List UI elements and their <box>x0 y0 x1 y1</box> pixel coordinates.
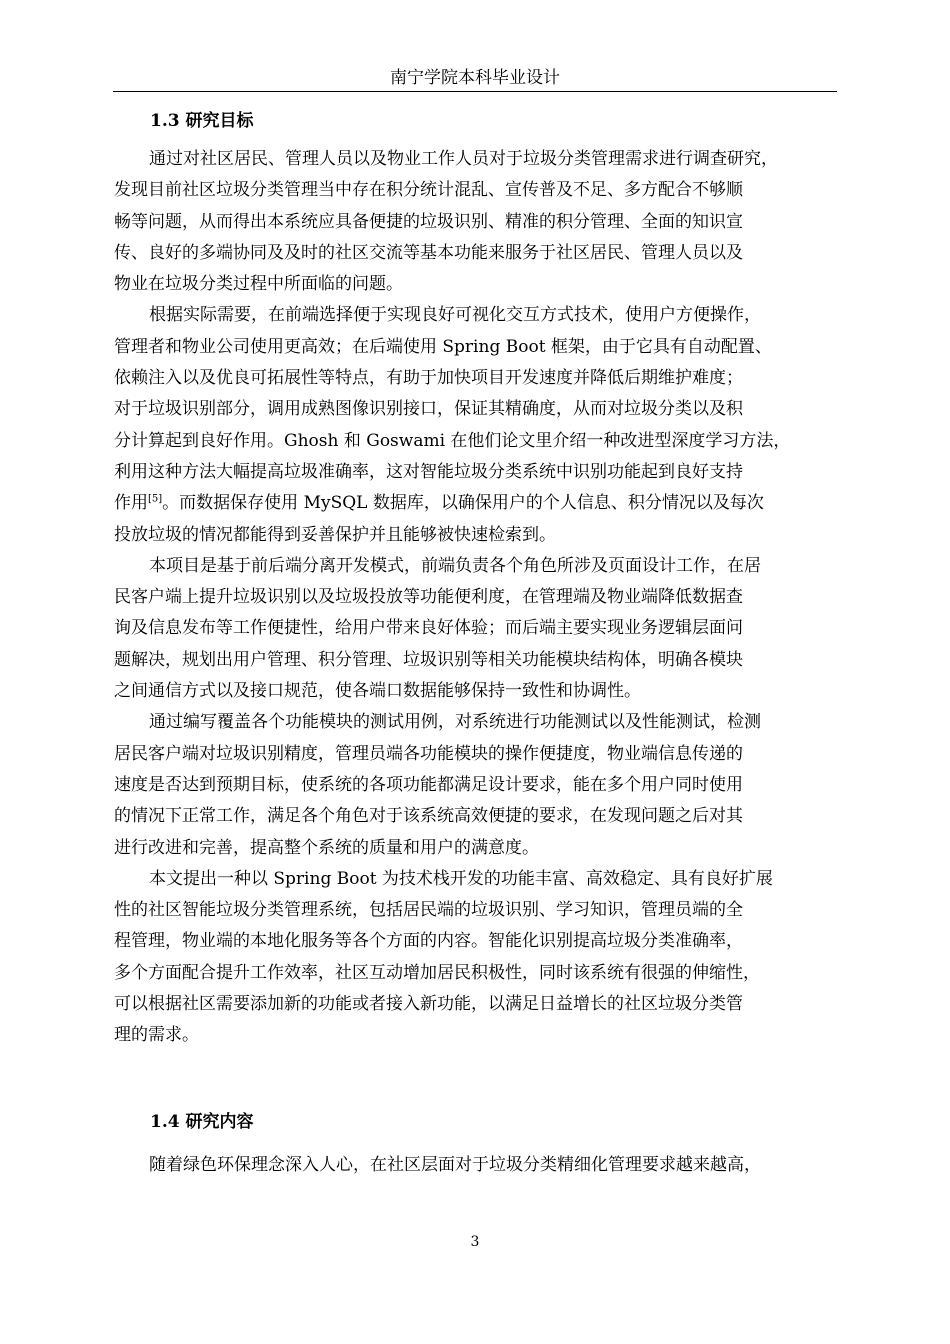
text-line: 发现目前社区垃圾分类管理当中存在积分统计混乱、宣传普及不足、多方配合不够顺 <box>114 180 743 201</box>
text-line: 畅等问题，从而得出本系统应具备便捷的垃圾识别、精准的积分管理、全面的知识宣 <box>114 211 743 232</box>
text-line: 可以根据社区需要添加新的功能或者接入新功能，以满足日益增长的社区垃圾分类管 <box>114 994 743 1015</box>
text-line: 多个方面配合提升工作效率，社区互动增加居民积极性，同时该系统有很强的伸缩性， <box>114 962 760 983</box>
text-line: 民客户端上提升垃圾识别以及垃圾投放等功能便利度，在管理端及物业端降低数据查 <box>114 587 743 608</box>
page-body <box>114 106 838 1181</box>
text-line: 对于垃圾识别部分，调用成熟图像识别接口，保证其精确度，从而对垃圾分类以及积 <box>114 399 743 420</box>
paragraph <box>114 300 838 550</box>
section-heading-1-3: 1.3 研究目标 <box>150 111 254 131</box>
text-line: 通过对社区居民、管理人员以及物业工作人员对于垃圾分类管理需求进行调查研究， <box>149 149 778 169</box>
text-line: 居民客户端对垃圾识别精度，管理员端各功能模块的操作便捷度，物业端信息传递的 <box>114 743 743 764</box>
text-line: 题解决，规划出用户管理、积分管理、垃圾识别等相关功能模块结构体，明确各模块 <box>114 649 743 670</box>
text-line: 性的社区智能垃圾分类管理系统，包括居民端的垃圾识别、学习知识，管理员端的全 <box>114 900 743 921</box>
text-line: 之间通信方式以及接口规范，使各端口数据能够保持一致性和协调性。 <box>114 681 641 702</box>
text-run: 作用 <box>114 493 148 514</box>
text-line: 理的需求。 <box>114 1025 199 1046</box>
text-line: 随着绿色环保理念深入人心，在社区层面对于垃圾分类精细化管理要求越来越高， <box>149 1154 761 1175</box>
text-run: 。而数据保存使用 MySQL 数据库，以确保用户的个人信息、积分情况以及每次 <box>162 493 764 514</box>
text-line: 进行改进和完善，提高整个系统的质量和用户的满意度。 <box>114 837 539 858</box>
text-line: 投放垃圾的情况都能得到妥善保护并且能够被快速检索到。 <box>114 524 556 545</box>
text-line: 根据实际需要，在前端选择便于实现良好可视化交互方式技术，使用户方便操作， <box>149 305 761 326</box>
page-number: 3 <box>470 1234 480 1250</box>
text-line: 通过编写覆盖各个功能模块的测试用例，对系统进行功能测试以及性能测试，检测 <box>149 712 761 733</box>
paragraph <box>114 551 838 707</box>
paragraph <box>114 144 838 300</box>
citation-superscript: [5] <box>148 493 163 505</box>
text-line: 传、良好的多端协同及及时的社区交流等基本功能来服务于社区居民、管理人员以及 <box>114 242 743 263</box>
text-line: 速度是否达到预期目标，使系统的各项功能都满足设计要求，能在多个用户同时使用 <box>114 774 743 795</box>
text-line: 询及信息发布等工作便捷性，给用户带来良好体验；而后端主要实现业务逻辑层面问 <box>114 618 743 639</box>
text-line: 本文提出一种以 Spring Boot 为技术栈开发的功能丰富、高效稳定、具有良好扩展 <box>149 868 773 889</box>
text-line: 依赖注入以及优良可拓展性等特点，有助于加快项目开发速度并降低后期维护难度； <box>114 368 743 389</box>
text-line: 程管理，物业端的本地化服务等各个方面的内容。智能化识别提高垃圾分类准确率， <box>114 931 743 952</box>
text-line: 物业在垃圾分类过程中所面临的问题。 <box>114 274 403 295</box>
running-header: 南宁学院本科毕业设计 <box>390 68 560 88</box>
text-line: 本项目是基于前后端分离开发模式，前端负责各个角色所涉及页面设计工作，在居 <box>149 555 761 576</box>
text-line <box>79 488 838 519</box>
paragraph <box>114 1150 838 1181</box>
section-heading-1-4: 1.4 研究内容 <box>150 1111 254 1132</box>
paragraph <box>114 707 838 863</box>
text-line: 管理者和物业公司使用更高效；在后端使用 Spring Boot 框架，由于它具有自动配置、 <box>114 336 772 357</box>
paragraph <box>114 864 838 1052</box>
header-rule <box>113 91 837 92</box>
text-line: 分计算起到良好作用。Ghosh 和 Goswami 在他们论文里介绍一种改进型深度学习方法， <box>114 430 791 451</box>
text-line: 利用这种方法大幅提高垃圾准确率，这对智能垃圾分类系统中识别功能起到良好支持 <box>114 461 743 482</box>
text-line: 的情况下正常工作，满足各个角色对于该系统高效便捷的要求，在发现问题之后对其 <box>114 806 743 827</box>
